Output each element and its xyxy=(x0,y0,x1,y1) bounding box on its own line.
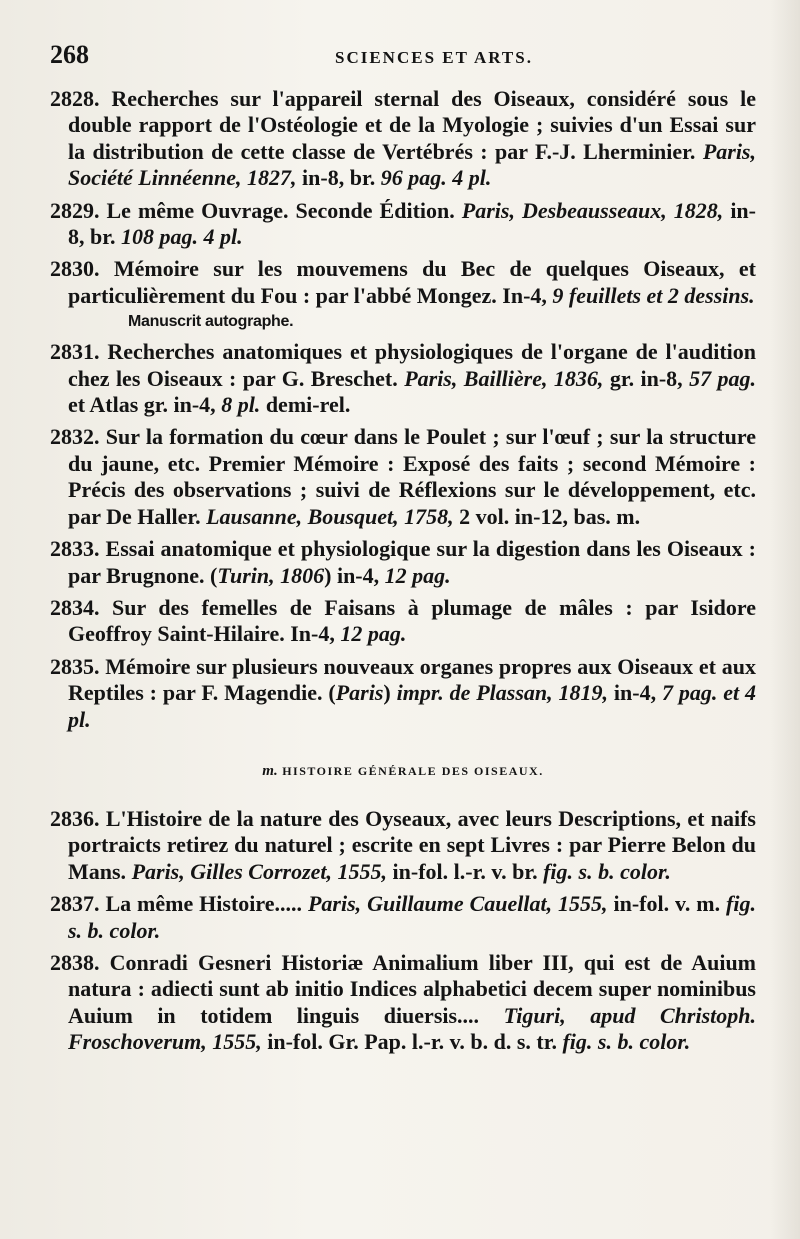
entry-italic-text: 96 pag. 4 pl. xyxy=(380,165,492,191)
entry-italic-text: Paris, Desbeausseaux, 1828, xyxy=(461,197,724,223)
entry-text: in-8, br. xyxy=(296,165,381,191)
entry-italic-text: Tiguri, apud Christoph. Froschoverum, 1555, xyxy=(68,1002,756,1055)
entry-italic-text: 8 pl. xyxy=(221,392,261,418)
page-header xyxy=(50,40,756,80)
entry-text: et Atlas gr. in-4, xyxy=(68,392,222,418)
entry-number: 2836. xyxy=(50,805,100,831)
entry-italic-text: fig. s. b. color. xyxy=(562,1029,691,1055)
entry-text: ) in-4, xyxy=(324,562,385,588)
entry-italic-text: 9 feuillets et 2 dessins. xyxy=(552,282,755,308)
entries-top xyxy=(50,86,756,733)
entry-text: Conradi Gesneri Historiæ Animalium liber III, qui est de Auium natura : adiecti sunt ab initio Indices alphabetici decem super nominibus Auium in totidem linguis diuersis.... xyxy=(68,949,756,1028)
catalogue-entry xyxy=(50,806,756,885)
entry-italic-text: Paris, Société Linnéenne, 1827, xyxy=(68,138,756,191)
catalogue-entry xyxy=(50,595,756,648)
entry-italic-text: fig. s. b. color. xyxy=(543,858,671,884)
entry-text: La même Histoire..... xyxy=(99,891,308,917)
entry-number: 2838. xyxy=(50,949,100,975)
section-heading xyxy=(50,763,756,780)
entry-text: in-fol. Gr. Pap. l.-r. v. b. d. s. tr. xyxy=(261,1029,563,1055)
section-title-text: HISTOIRE GÉNÉRALE DES OISEAUX. xyxy=(282,763,544,778)
entry-note: Manuscrit autographe. xyxy=(128,313,294,331)
entry-text: in-8, br. xyxy=(68,197,756,250)
catalogue-entry xyxy=(50,256,756,309)
entry-text: Recherches anatomiques et physiologiques de l'organe de l'audition chez les Oiseaux : par G. Breschet. xyxy=(68,339,756,391)
entry-number: 2831. xyxy=(50,339,100,365)
entry-text: L'Histoire de la nature des Oyseaux, avec leurs Descriptions, et naifs portraicts retirez du naturel ; escrite en sept Livres : par Pierre Belon du Mans. xyxy=(68,805,756,884)
entry-text: in-fol. l.-r. v. br. xyxy=(387,858,544,884)
entry-text: Sur la formation du cœur dans le Poulet ; sur l'œuf ; sur la structure du jaune, etc. Premier Mémoire : Exposé des faits ; second Mémoire : Précis des observations ; suivi de Réflexions sur le développement, etc. par De Haller. xyxy=(68,424,756,529)
entry-italic-text: Lausanne, Bousquet, 1758, xyxy=(206,503,454,529)
page-number: 268 xyxy=(50,40,89,69)
catalogue-entry xyxy=(50,654,756,733)
catalogue-entry xyxy=(50,950,756,1056)
entry-text: Mémoire sur plusieurs nouveaux organes propres aux Oiseaux et aux Reptiles : par F. Magendie. ( xyxy=(68,653,756,706)
section-letter: m. xyxy=(262,762,278,779)
entries-bottom xyxy=(50,806,756,1056)
entry-italic-text: Turin, 1806 xyxy=(217,562,325,588)
entry-number: 2835. xyxy=(50,653,100,679)
entry-number: 2828. xyxy=(50,86,100,111)
entry-text: ) xyxy=(383,680,397,706)
entry-text: Mémoire sur les mouvemens du Bec de quelques Oiseaux, et particulièrement du Fou : par l'abbé Mongez. In-4, xyxy=(68,256,756,308)
entry-number: 2829. xyxy=(50,197,100,223)
entry-italic-text: 12 pag. xyxy=(384,562,451,588)
entry-text: gr. in-8, xyxy=(603,365,690,391)
catalogue-entry xyxy=(50,198,756,251)
entry-text: in-4, xyxy=(608,680,662,706)
entry-italic-text: Paris, Guillaume Cauellat, 1555, xyxy=(307,891,608,917)
catalogue-entry xyxy=(50,536,756,589)
entry-text: Sur des femelles de Faisans à plumage de mâles : par Isidore Geoffroy Saint-Hilaire. In-4, xyxy=(68,594,756,647)
entry-text: Essai anatomique et physiologique sur la digestion dans les Oiseaux : par Brugnone. ( xyxy=(68,536,756,588)
entry-text: demi-rel. xyxy=(260,392,351,418)
entry-italic-text: fig. s. b. color. xyxy=(68,891,756,943)
entry-italic-text: 12 pag. xyxy=(340,621,407,647)
entry-italic-text: impr. de Plassan, 1819, xyxy=(396,680,609,706)
entry-text: in-fol. v. m. xyxy=(607,891,727,917)
entry-number: 2830. xyxy=(50,256,100,282)
entry-number: 2833. xyxy=(50,536,100,562)
entry-number: 2837. xyxy=(50,891,100,917)
entry-text: Recherches sur l'appareil sternal des Oiseaux, considéré sous le double rapport de l'Ostéologie et de la Myologie ; suivies d'un Essai sur la distribution de cette classe de Vertébrés : par F.-J. Lherminier. xyxy=(68,86,756,164)
entry-text: Le même Ouvrage. Seconde Édition. xyxy=(99,197,462,223)
page-edge-shadow xyxy=(770,0,800,1239)
catalogue-entry xyxy=(50,424,756,530)
entry-number: 2834. xyxy=(50,594,100,620)
entry-italic-text: Paris, Baillière, 1836, xyxy=(404,365,604,391)
catalogue-entry xyxy=(50,891,756,944)
entry-text: 2 vol. in-12, bas. m. xyxy=(453,503,641,529)
entry-italic-text: 57 pag. xyxy=(689,365,757,391)
catalogue-entry xyxy=(50,339,756,418)
catalogue-entry xyxy=(50,86,756,192)
entry-italic-text: 108 pag. 4 pl. xyxy=(120,224,243,250)
entry-italic-text: Paris xyxy=(335,680,384,706)
entry-italic-text: 7 pag. et 4 pl. xyxy=(68,680,756,732)
entry-number: 2832. xyxy=(50,424,100,450)
entry-italic-text: Paris, Gilles Corrozet, 1555, xyxy=(131,858,388,884)
running-head: SCIENCES ET ARTS. xyxy=(335,48,533,67)
